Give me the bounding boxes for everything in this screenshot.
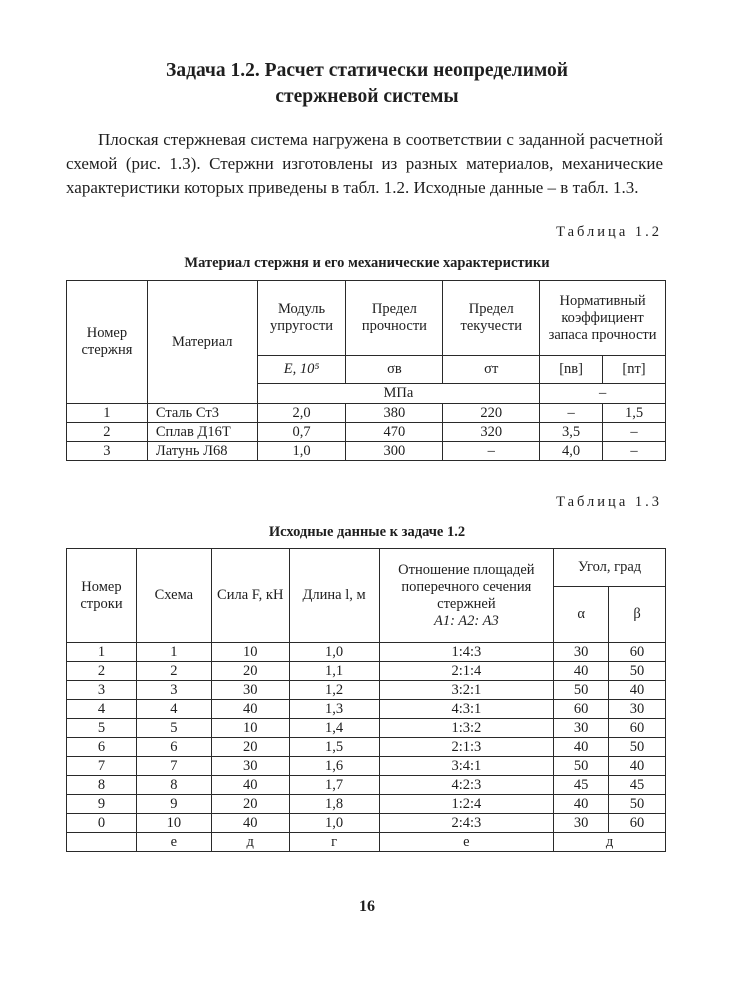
cell-row: 9 — [67, 795, 137, 814]
cell-scheme: 7 — [136, 757, 211, 776]
header-row-number: Номер строки — [67, 549, 137, 643]
table-row — [67, 442, 666, 461]
intro-text: Плоская стержневая система нагружена в соответствии с заданной расчетной схемой (рис. 1.3). Стержни изготовлены из разных материалов, механические характеристики которых приведены в табл. 1.2. Исходные данные – в табл. 1.3. — [66, 130, 663, 197]
cell-f: 10 — [211, 643, 289, 662]
cell-row: 5 — [67, 719, 137, 738]
cell-f: 10 — [211, 719, 289, 738]
cell-ratio: 4:2:3 — [379, 776, 554, 795]
cell-l: 1,7 — [289, 776, 379, 795]
header-beta: β — [609, 587, 666, 643]
intro-paragraph — [66, 128, 663, 200]
cell-scheme: 1 — [136, 643, 211, 662]
cell-a: 30 — [554, 814, 609, 833]
cell-a: 40 — [554, 662, 609, 681]
cell-row: 2 — [67, 662, 137, 681]
cell-a: 40 — [554, 738, 609, 757]
table-row — [67, 643, 666, 662]
cell-b: 60 — [609, 719, 666, 738]
cell-material: Сталь Ст3 — [147, 404, 257, 423]
table-row — [67, 719, 666, 738]
footer-force: д — [211, 833, 289, 852]
cell-ratio: 1:3:2 — [379, 719, 554, 738]
footer-angle: д — [554, 833, 666, 852]
cell-b: 40 — [609, 757, 666, 776]
table-row — [67, 738, 666, 757]
cell-E: 0,7 — [257, 423, 346, 442]
cell-f: 20 — [211, 738, 289, 757]
cell-row: 7 — [67, 757, 137, 776]
header-force: Сила F, кН — [211, 549, 289, 643]
table-row — [67, 814, 666, 833]
cell-material: Сплав Д16Т — [147, 423, 257, 442]
table-row — [67, 662, 666, 681]
header-angle: Угол, град — [554, 549, 666, 587]
cell-nv: – — [540, 404, 603, 423]
cell-a: 60 — [554, 700, 609, 719]
cell-material: Латунь Л68 — [147, 442, 257, 461]
input-data-table — [66, 548, 666, 852]
header-modulus: Модуль упругости — [257, 281, 346, 356]
title-line-2: стержневой системы — [275, 86, 459, 107]
cell-scheme: 6 — [136, 738, 211, 757]
cell-nt: – — [603, 442, 666, 461]
table-row — [67, 404, 666, 423]
cell-scheme: 9 — [136, 795, 211, 814]
cell-l: 1,8 — [289, 795, 379, 814]
cell-num: 1 — [67, 404, 148, 423]
cell-sv: 470 — [346, 423, 443, 442]
cell-row: 4 — [67, 700, 137, 719]
cell-b: 60 — [609, 643, 666, 662]
footer-row — [67, 833, 137, 852]
header-strength: Предел прочности — [346, 281, 443, 356]
cell-a: 50 — [554, 681, 609, 700]
area-ratio-symbol: A1: A2: A3 — [434, 612, 499, 629]
cell-sv: 300 — [346, 442, 443, 461]
page-number: 16 — [359, 898, 375, 915]
cell-ratio: 3:4:1 — [379, 757, 554, 776]
footer-ratio: е — [379, 833, 554, 852]
cell-nv: 3,5 — [540, 423, 603, 442]
header-length: Длина l, м — [289, 549, 379, 643]
cell-nt: 1,5 — [603, 404, 666, 423]
cell-E: 1,0 — [257, 442, 346, 461]
cell-b: 45 — [609, 776, 666, 795]
cell-ratio: 3:2:1 — [379, 681, 554, 700]
cell-f: 20 — [211, 662, 289, 681]
unit-mpa: МПа — [257, 384, 540, 404]
cell-a: 50 — [554, 757, 609, 776]
symbol-sigma-v: σв — [346, 356, 443, 384]
cell-ratio: 2:1:3 — [379, 738, 554, 757]
table-row — [67, 423, 666, 442]
cell-st: 220 — [443, 404, 540, 423]
cell-row: 6 — [67, 738, 137, 757]
footer-scheme: е — [136, 833, 211, 852]
materials-table — [66, 280, 666, 461]
cell-b: 30 — [609, 700, 666, 719]
cell-ratio: 2:1:4 — [379, 662, 554, 681]
cell-l: 1,0 — [289, 643, 379, 662]
header-alpha: α — [554, 587, 609, 643]
cell-row: 0 — [67, 814, 137, 833]
cell-a: 40 — [554, 795, 609, 814]
cell-E: 2,0 — [257, 404, 346, 423]
unit-dimensionless: – — [540, 384, 666, 404]
cell-scheme: 5 — [136, 719, 211, 738]
cell-nv: 4,0 — [540, 442, 603, 461]
cell-l: 1,2 — [289, 681, 379, 700]
cell-st: – — [443, 442, 540, 461]
cell-a: 30 — [554, 643, 609, 662]
cell-scheme: 10 — [136, 814, 211, 833]
cell-f: 40 — [211, 700, 289, 719]
cell-l: 1,1 — [289, 662, 379, 681]
cell-b: 50 — [609, 795, 666, 814]
cell-scheme: 3 — [136, 681, 211, 700]
cell-a: 30 — [554, 719, 609, 738]
table-row — [67, 700, 666, 719]
symbol-nt: [nт] — [603, 356, 666, 384]
cell-row: 8 — [67, 776, 137, 795]
cell-l: 1,5 — [289, 738, 379, 757]
cell-scheme: 2 — [136, 662, 211, 681]
cell-a: 45 — [554, 776, 609, 795]
cell-ratio: 4:3:1 — [379, 700, 554, 719]
symbol-nv: [nв] — [540, 356, 603, 384]
cell-sv: 380 — [346, 404, 443, 423]
cell-f: 30 — [211, 681, 289, 700]
table-1-3-label: Таблица 1.3 — [556, 494, 662, 510]
table-row — [67, 757, 666, 776]
cell-row: 3 — [67, 681, 137, 700]
cell-b: 60 — [609, 814, 666, 833]
cell-b: 50 — [609, 662, 666, 681]
cell-f: 30 — [211, 757, 289, 776]
cell-num: 2 — [67, 423, 148, 442]
header-yield: Предел текучести — [443, 281, 540, 356]
cell-f: 20 — [211, 795, 289, 814]
header-material: Материал — [147, 281, 257, 404]
cell-scheme: 4 — [136, 700, 211, 719]
header-rod-number: Номер стержня — [67, 281, 148, 404]
footer-length: г — [289, 833, 379, 852]
cell-f: 40 — [211, 814, 289, 833]
cell-ratio: 1:2:4 — [379, 795, 554, 814]
symbol-sigma-t: σт — [443, 356, 540, 384]
cell-l: 1,0 — [289, 814, 379, 833]
cell-ratio: 1:4:3 — [379, 643, 554, 662]
header-scheme: Схема — [136, 549, 211, 643]
cell-b: 50 — [609, 738, 666, 757]
table-footer-row — [67, 833, 666, 852]
cell-st: 320 — [443, 423, 540, 442]
header-area-ratio — [379, 549, 554, 643]
title-line-1: Задача 1.2. Расчет статически неопределимой — [166, 60, 568, 81]
table-row — [67, 776, 666, 795]
cell-b: 40 — [609, 681, 666, 700]
page-title — [0, 58, 734, 110]
table-1-3-caption: Исходные данные к задаче 1.2 — [268, 524, 466, 540]
cell-row: 1 — [67, 643, 137, 662]
header-safety-factor: Нормативный коэффициент запаса прочности — [540, 281, 666, 356]
cell-f: 40 — [211, 776, 289, 795]
cell-nt: – — [603, 423, 666, 442]
table-1-2-caption: Материал стержня и его механические характеристики — [184, 255, 550, 271]
cell-ratio: 2:4:3 — [379, 814, 554, 833]
cell-scheme: 8 — [136, 776, 211, 795]
area-ratio-label: Отношение площадей поперечного сечения стержней — [398, 561, 535, 612]
table-row — [67, 681, 666, 700]
cell-num: 3 — [67, 442, 148, 461]
symbol-E: E, 10⁵ — [257, 356, 346, 384]
table-row — [67, 795, 666, 814]
cell-l: 1,3 — [289, 700, 379, 719]
cell-l: 1,4 — [289, 719, 379, 738]
table-1-2-label: Таблица 1.2 — [556, 224, 662, 240]
cell-l: 1,6 — [289, 757, 379, 776]
